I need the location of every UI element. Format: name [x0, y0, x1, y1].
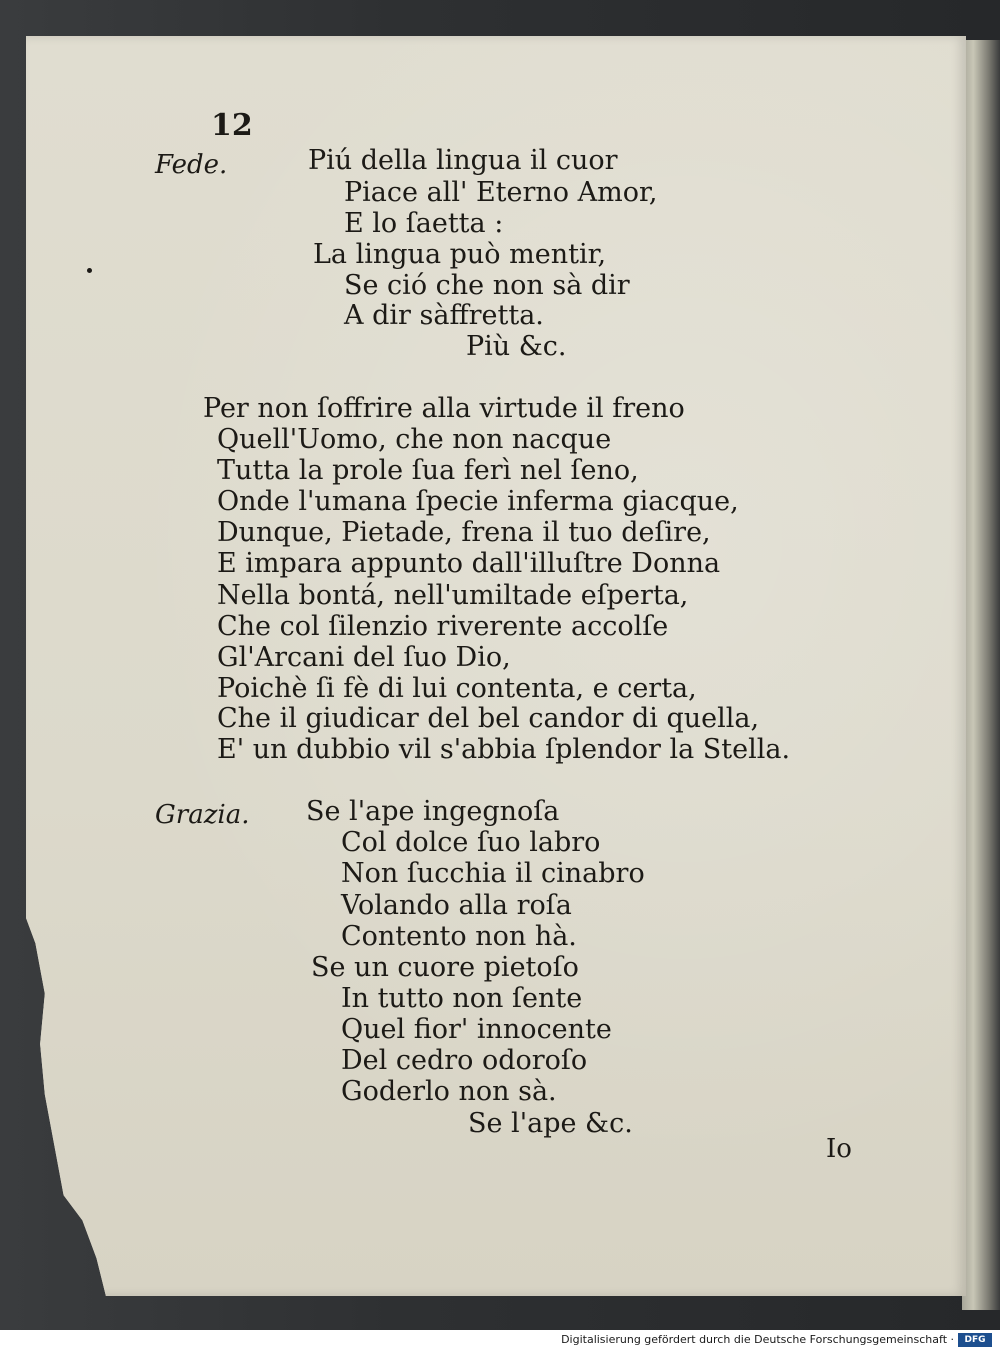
page-edge-strip	[962, 40, 1000, 1310]
dfg-logo: DFG	[958, 1333, 992, 1347]
recitative-line: Che il giudicar del bel candor di quella,	[217, 703, 760, 734]
verse-line: Volando alla roſa	[341, 890, 572, 921]
catchword: Io	[826, 1134, 852, 1164]
recitative-line: Nella bontá, nell'umiltade eſperta,	[217, 580, 689, 611]
verse-line: Col dolce ſuo labro	[341, 827, 601, 858]
verse-line: E lo ſaetta :	[344, 208, 504, 239]
verse-line: Goderlo non sà.	[341, 1076, 557, 1107]
recitative-line: Dunque, Pietade, frena il tuo deſire,	[217, 517, 711, 548]
recitative-line: Onde l'umana ſpecie inferma giacque,	[217, 486, 739, 517]
recitative-line: E impara appunto dall'illuſtre Donna	[217, 548, 721, 579]
recitative-line: Per non ſoffrire alla virtude il freno	[203, 393, 685, 424]
verse-line: A dir sàffretta.	[344, 300, 544, 331]
recitative-line: Che col ſilenzio riverente accolſe	[217, 611, 669, 642]
speaker-grazia: Grazia.	[155, 800, 250, 830]
recitative-line: Quell'Uomo, che non nacque	[217, 424, 612, 455]
verse-line: Se un cuore pietoſo	[311, 952, 579, 983]
verse-line-refrain: Più &c.	[466, 331, 567, 362]
digitization-credit: Digitalisierung gefördert durch die Deutsche Forschungsgemeinschaft ·	[561, 1333, 954, 1346]
speaker-fede: Fede.	[155, 150, 228, 180]
footer-bar	[0, 1330, 1000, 1351]
page-number: 12	[211, 108, 253, 143]
verse-line: Se ció che non sà dir	[344, 270, 630, 301]
verse-line: In tutto non ſente	[341, 983, 583, 1014]
verse-line: Quel fior' innocente	[341, 1014, 612, 1045]
ink-spot	[87, 268, 92, 273]
recitative-line: Gl'Arcani del ſuo Dio,	[217, 642, 511, 673]
verse-line: Contento non hà.	[341, 921, 577, 952]
recitative-line: E' un dubbio vil s'abbia ſplendor la Stella.	[217, 734, 791, 765]
verse-line: Del cedro odoroſo	[341, 1045, 588, 1076]
verse-line-refrain: Se l'ape &c.	[468, 1108, 633, 1139]
recitative-line: Tutta la prole ſua ferì nel ſeno,	[217, 455, 639, 486]
verse-line: Piú della lingua il cuor	[308, 145, 618, 176]
verse-line: Non ſucchia il cinabro	[341, 858, 645, 889]
verse-line: Piace all' Eterno Amor,	[344, 177, 658, 208]
verse-line: Se l'ape ingegnoſa	[306, 796, 560, 827]
verse-line: La lingua può mentir,	[313, 239, 607, 270]
recitative-line: Poichè ſi fè di lui contenta, e certa,	[217, 673, 697, 704]
